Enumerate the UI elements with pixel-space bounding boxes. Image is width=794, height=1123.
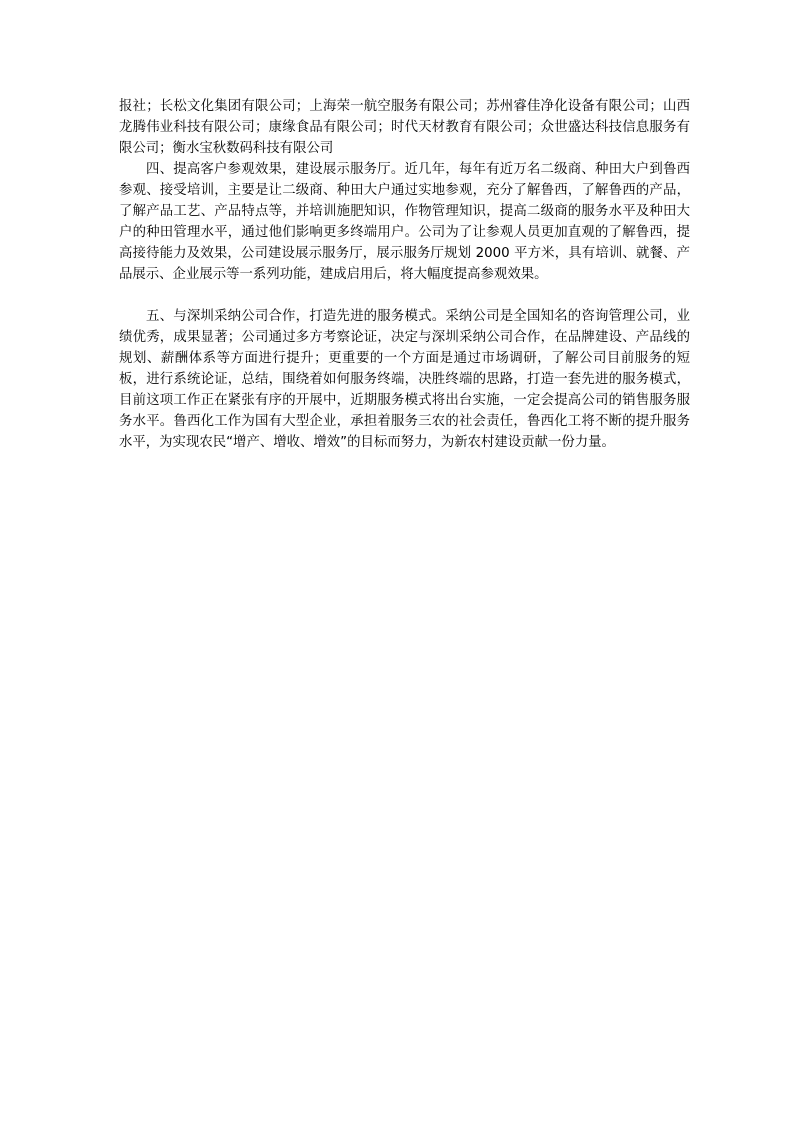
document-body: [119, 96, 690, 453]
paragraph-company-list: 报社；长松文化集团有限公司；上海荣一航空服务有限公司；苏州睿佳净化设备有限公司；山西龙腾伟业科技有限公司；康缘食品有限公司；时代天材教育有限公司；众世盛达科技信息服务有限公司；衡水宝秋数码科技有限公司: [119, 99, 690, 156]
paragraph-section-four: 四、提高客户参观效果，建设展示服务厅。近几年，每年有近万名二级商、种田大户到鲁西参观、接受培训，主要是让二级商、种田大户通过实地参观，充分了解鲁西，了解鲁西的产品，了解产品工艺、产品特点等，并培训施肥知识，作物管理知识，提高二级商的服务水平及种田大户的种田管理水平，通过他们影响更多终端用户。公司为了让参观人员更加直观的了解鲁西，提高接待能力及效果，公司建设展示服务厅，展示服务厅规划 2000 平方米，具有培训、就餐、产品展示、企业展示等一系列功能，建成启用后，将大幅度提高参观效果。: [119, 162, 690, 282]
paragraph-section-five: 五、与深圳采纳公司合作，打造先进的服务模式。采纳公司是全国知名的咨询管理公司，业绩优秀，成果显著；公司通过多方考察论证，决定与深圳采纳公司合作，在品牌建设、产品线的规划、薪酬体系等方面进行提升；更重要的一个方面是通过市场调研，了解公司目前服务的短板，进行系统论证，总结，围绕着如何服务终端，决胜终端的思路，打造一套先进的服务模式，目前这项工作正在紧张有序的开展中，近期服务模式将出台实施，一定会提高公司的销售服务服务水平。鲁西化工作为国有大型企业，承担着服务三农的社会责任，鲁西化工将不断的提升服务水平，为实现农民“增产、增收、增效”的目标而努力，为新农村建设贡献一份力量。: [119, 309, 690, 450]
